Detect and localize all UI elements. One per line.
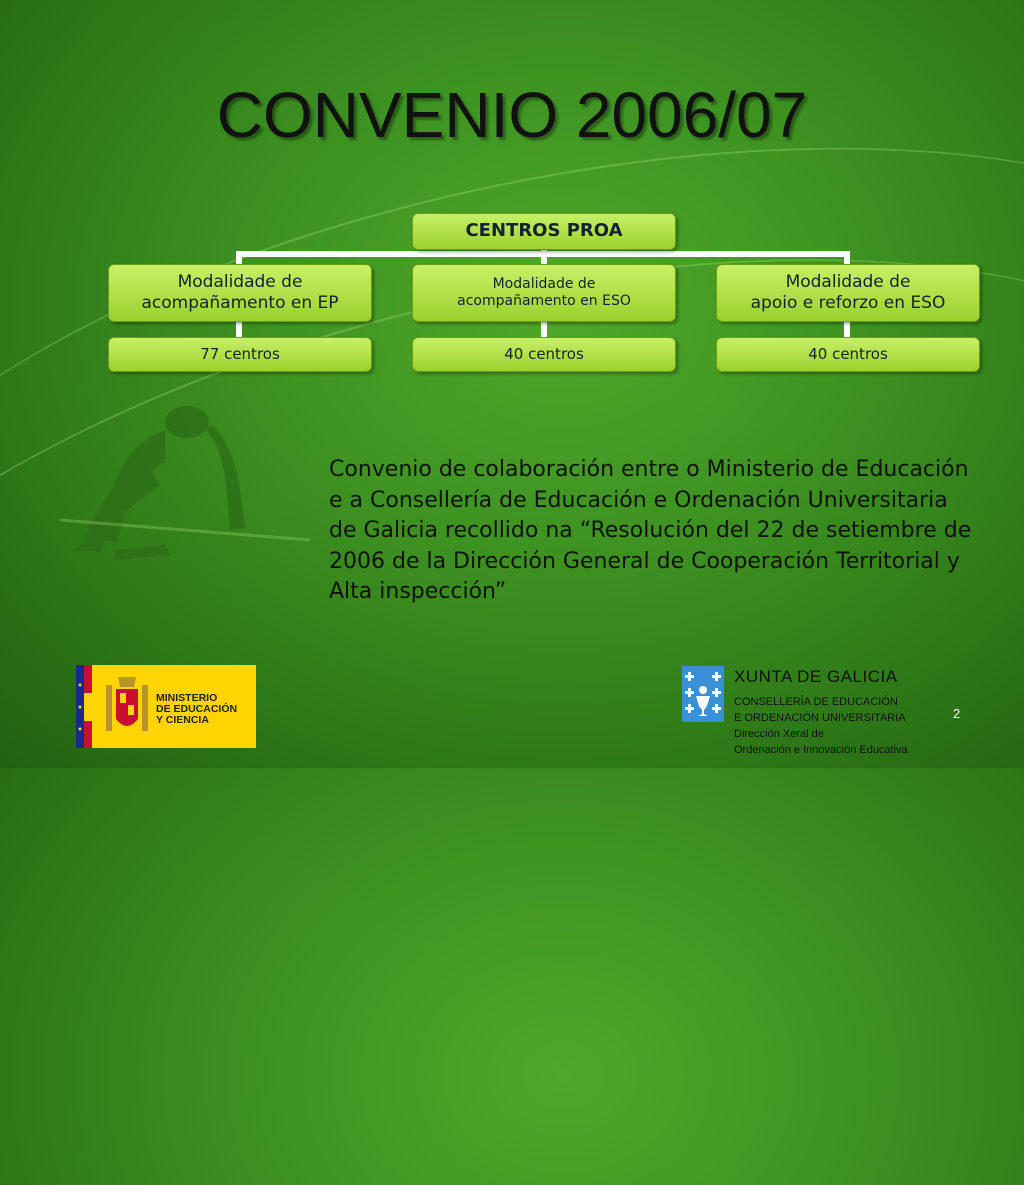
connector <box>844 251 850 265</box>
eu-spain-flag-icon <box>76 665 92 748</box>
xunta-title: XUNTA DE GALICIA <box>734 667 898 686</box>
branch-label-apoio-eso: Modalidade de apoio e reforzo en ESO <box>716 264 980 322</box>
xunta-shield-icon <box>682 666 724 722</box>
org-root-box: CENTROS PROA <box>412 213 676 250</box>
xunta-line: E ORDENACIÓN UNIVERSITARIA <box>734 712 906 724</box>
slide-title: CONVENIO 2006/07 <box>216 79 808 151</box>
branch-count-ep: 77 centros <box>108 337 372 372</box>
ministerio-name: MINISTERIO DE EDUCACIÓN Y CIENCIA <box>156 692 238 726</box>
agreement-text: Convenio de colaboración entre o Ministerio de Educación e a Consellería de Educación e Ordenación Universitaria de Galicia recollido na “Resolución del 22 de setiembre de 2006 de la Dirección General de Cooperación Territorial y Alta inspección” <box>329 457 972 604</box>
xunta-line: Dirección Xeral de <box>734 728 824 740</box>
runner-silhouette <box>55 400 315 570</box>
branch-count-eso: 40 centros <box>412 337 676 372</box>
page-number: 2 <box>953 706 961 721</box>
ministerio-logo <box>76 665 256 748</box>
connector <box>236 251 850 257</box>
connector <box>236 251 242 265</box>
branch-label-eso: Modalidade de acompañamento en ESO <box>412 264 676 322</box>
branch-label-ep: Modalidade de acompañamento en EP <box>108 264 372 322</box>
coat-of-arms-icon <box>102 671 152 741</box>
branch-count-apoio-eso: 40 centros <box>716 337 980 372</box>
xunta-line: CONSELLERÍA DE EDUCACIÓN <box>734 696 898 708</box>
xunta-line: Ordenación e Innovación Educativa <box>734 744 908 756</box>
